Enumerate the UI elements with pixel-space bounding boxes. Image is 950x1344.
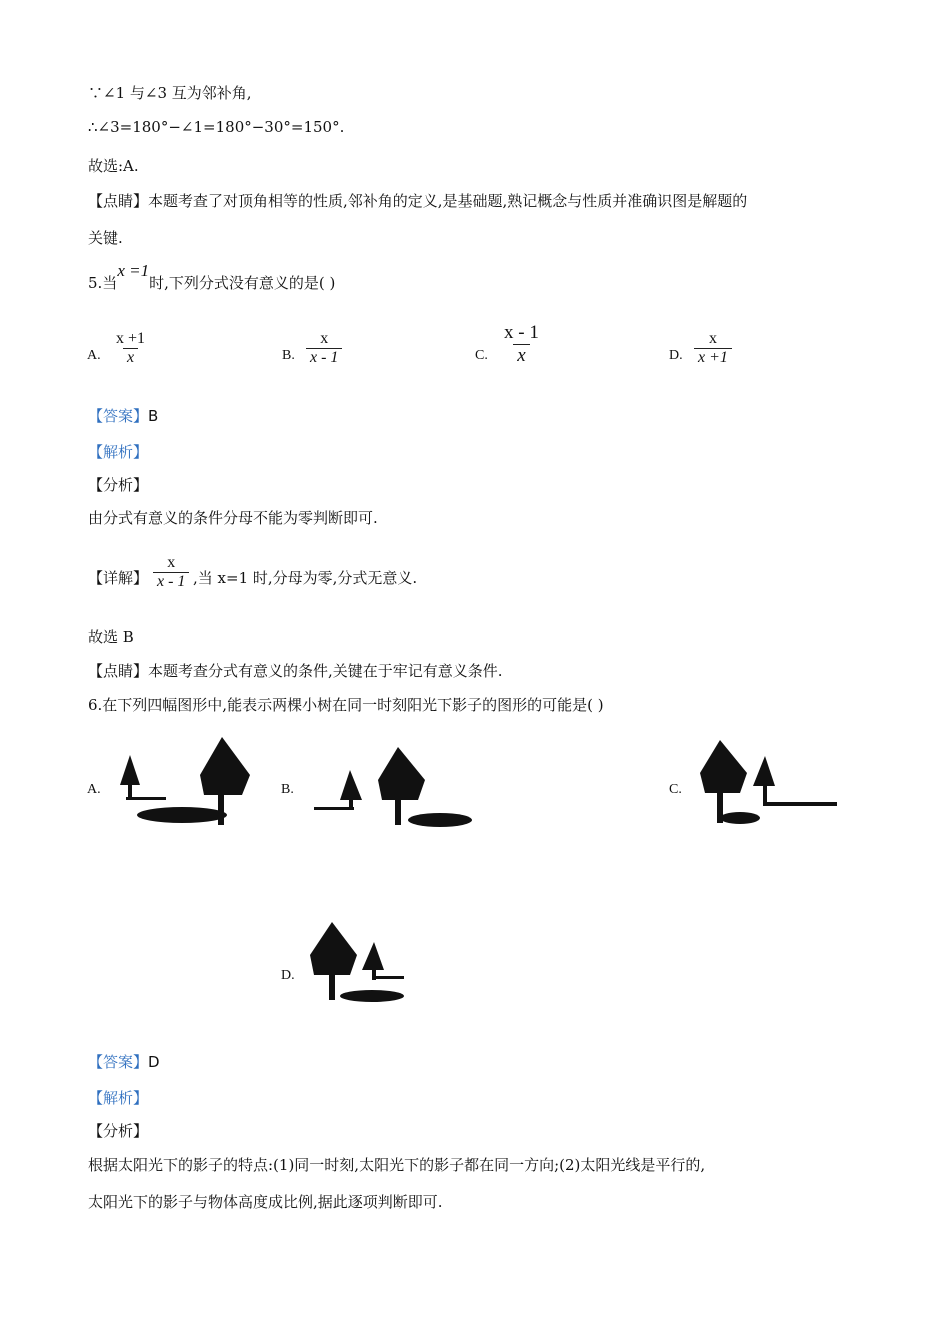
option-c-label: C. [475, 348, 488, 363]
text-line: ∵∠1 与∠3 互为邻补角, [88, 84, 252, 102]
text-line: ∴∠3=180°−∠1=180°−30°=150°. [88, 118, 345, 136]
detail-heading: 【详解】 [88, 569, 149, 587]
option-a-fraction: $\frac{x +1}{x}$ [116, 330, 146, 366]
q5-prefix: 5.当 [88, 274, 118, 292]
option-d-fraction: $\frac{x}{x +1}$ [694, 330, 732, 367]
text-line: 关键. [88, 229, 123, 247]
trees-image-b [310, 745, 480, 830]
fenxi-heading: 【分析】 [88, 1122, 149, 1140]
analysis-heading: 【解析】 [88, 443, 149, 461]
option-d-label: D. [281, 968, 295, 983]
option-a-label: A. [87, 782, 101, 797]
option-a-label: A. [87, 348, 101, 363]
text-line: 【点睛】本题考查了对顶角相等的性质,邻补角的定义,是基础题,熟记概念与性质并准确识图是解题的 [88, 192, 748, 210]
option-b-label: B. [281, 782, 294, 797]
fenxi-heading: 【分析】 [88, 476, 149, 494]
text-line: 故选 B [88, 628, 134, 646]
text-line: 由分式有意义的条件分母不能为零判断即可. [88, 509, 378, 527]
answer-line: 【答案】D [88, 1053, 160, 1071]
text-line: 太阳光下的影子与物体高度成比例,据此逐项判断即可. [88, 1193, 443, 1211]
option-c-label: C. [669, 782, 682, 797]
text-line: 根据太阳光下的影子的特点:(1)同一时刻,太阳光下的影子都在同一方向;(2)太阳光线是平行的, [88, 1156, 706, 1174]
text-line: 故选:A. [88, 157, 139, 175]
question-6-stem: 6.在下列四幅图形中,能表示两棵小树在同一时刻阳光下影子的图形的可能是( ) [88, 696, 604, 714]
option-d-label: D. [669, 348, 683, 363]
trees-image-a [112, 735, 257, 830]
question-5-stem [88, 261, 336, 293]
q5-suffix: 时,下列分式没有意义的是( ) [149, 274, 336, 292]
option-c-fraction: $\frac{x - 1}{x}$ [504, 322, 539, 366]
detail-text: ,当 x=1 时,分母为零,分式无意义. [193, 569, 418, 587]
trees-image-c [695, 738, 840, 828]
trees-image-d [302, 920, 412, 1010]
option-b-fraction: $\frac{x}{x - 1}$ [306, 330, 342, 367]
q5-condition: x =1 [117, 261, 150, 280]
analysis-heading: 【解析】 [88, 1089, 149, 1107]
detail-fraction: $\frac{x}{x - 1}$ [153, 554, 189, 591]
answer-line: 【答案】B [88, 407, 159, 425]
option-b-label: B. [282, 348, 295, 363]
text-line: 【点睛】本题考查分式有意义的条件,关键在于牢记有意义条件. [88, 662, 503, 680]
